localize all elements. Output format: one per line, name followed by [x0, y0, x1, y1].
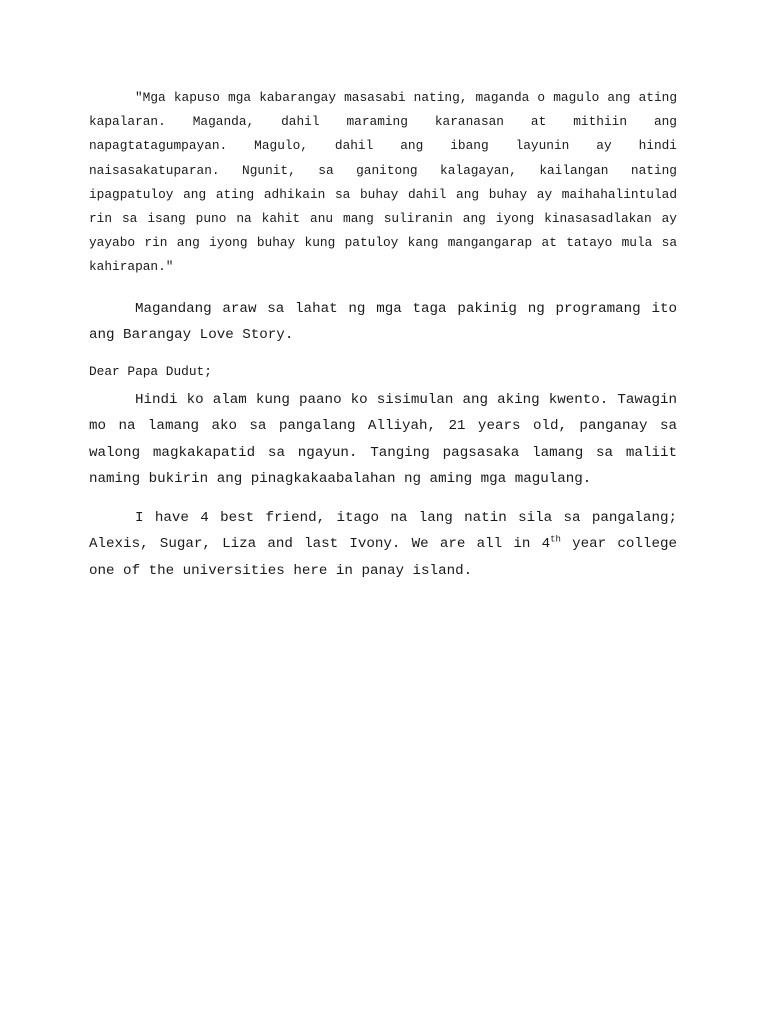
greeting-paragraph: Magandang araw sa lahat ng mga taga pakinig ng programang ito ang Barangay Love Story. [89, 300, 677, 344]
paragraph-gap [89, 349, 677, 361]
ordinal-superscript: th [550, 534, 561, 545]
intro-paragraph: Hindi ko alam kung paano ko sisimulan ang aking kwento. Tawagin mo na lamang ako sa pangalang Alliyah, 21 years old, panganay sa walong magkakapatid sa ngayun. Tanging pagsasaka lamang sa maliit naming bukirin ang pinagkakaabalahan ng aming mga magulang. [89, 391, 677, 488]
document-body [89, 86, 677, 584]
opening-quote-paragraph: "Mga kapuso mga kabarangay masasabi nating, maganda o magulo ang ating kapalaran. Maganda, dahil maraming karanasan at mithiin ang napagtatagumpayan. Magulo, dahil ang ibang layunin ay hindi naisasakatuparan. Ngunit, sa ganitong kalagayan, kailangan nating ipagpatuloy ang ating adhikain sa buhay dahil ang buhay ay maihahalintulad rin sa isang puno na kahit anu mang suliranin ang iyong kinasasadlakan ay yayabo rin ang iyong buhay kung patuloy kang mangangarap at tatayo mula sa kahirapan." [89, 90, 677, 275]
friends-text-part2: year college one of the universities here in panay island. [89, 536, 677, 579]
friends-text-part1: I have 4 best friend, itago na lang natin sila sa pangalang; Alexis, Sugar, Liza and last Ivony. We are all in 4 [89, 509, 677, 553]
letter-salutation: Dear Papa Dudut; [89, 363, 212, 379]
paragraph-gap [89, 280, 677, 296]
friends-paragraph [89, 505, 677, 585]
paragraph-gap [89, 493, 677, 505]
